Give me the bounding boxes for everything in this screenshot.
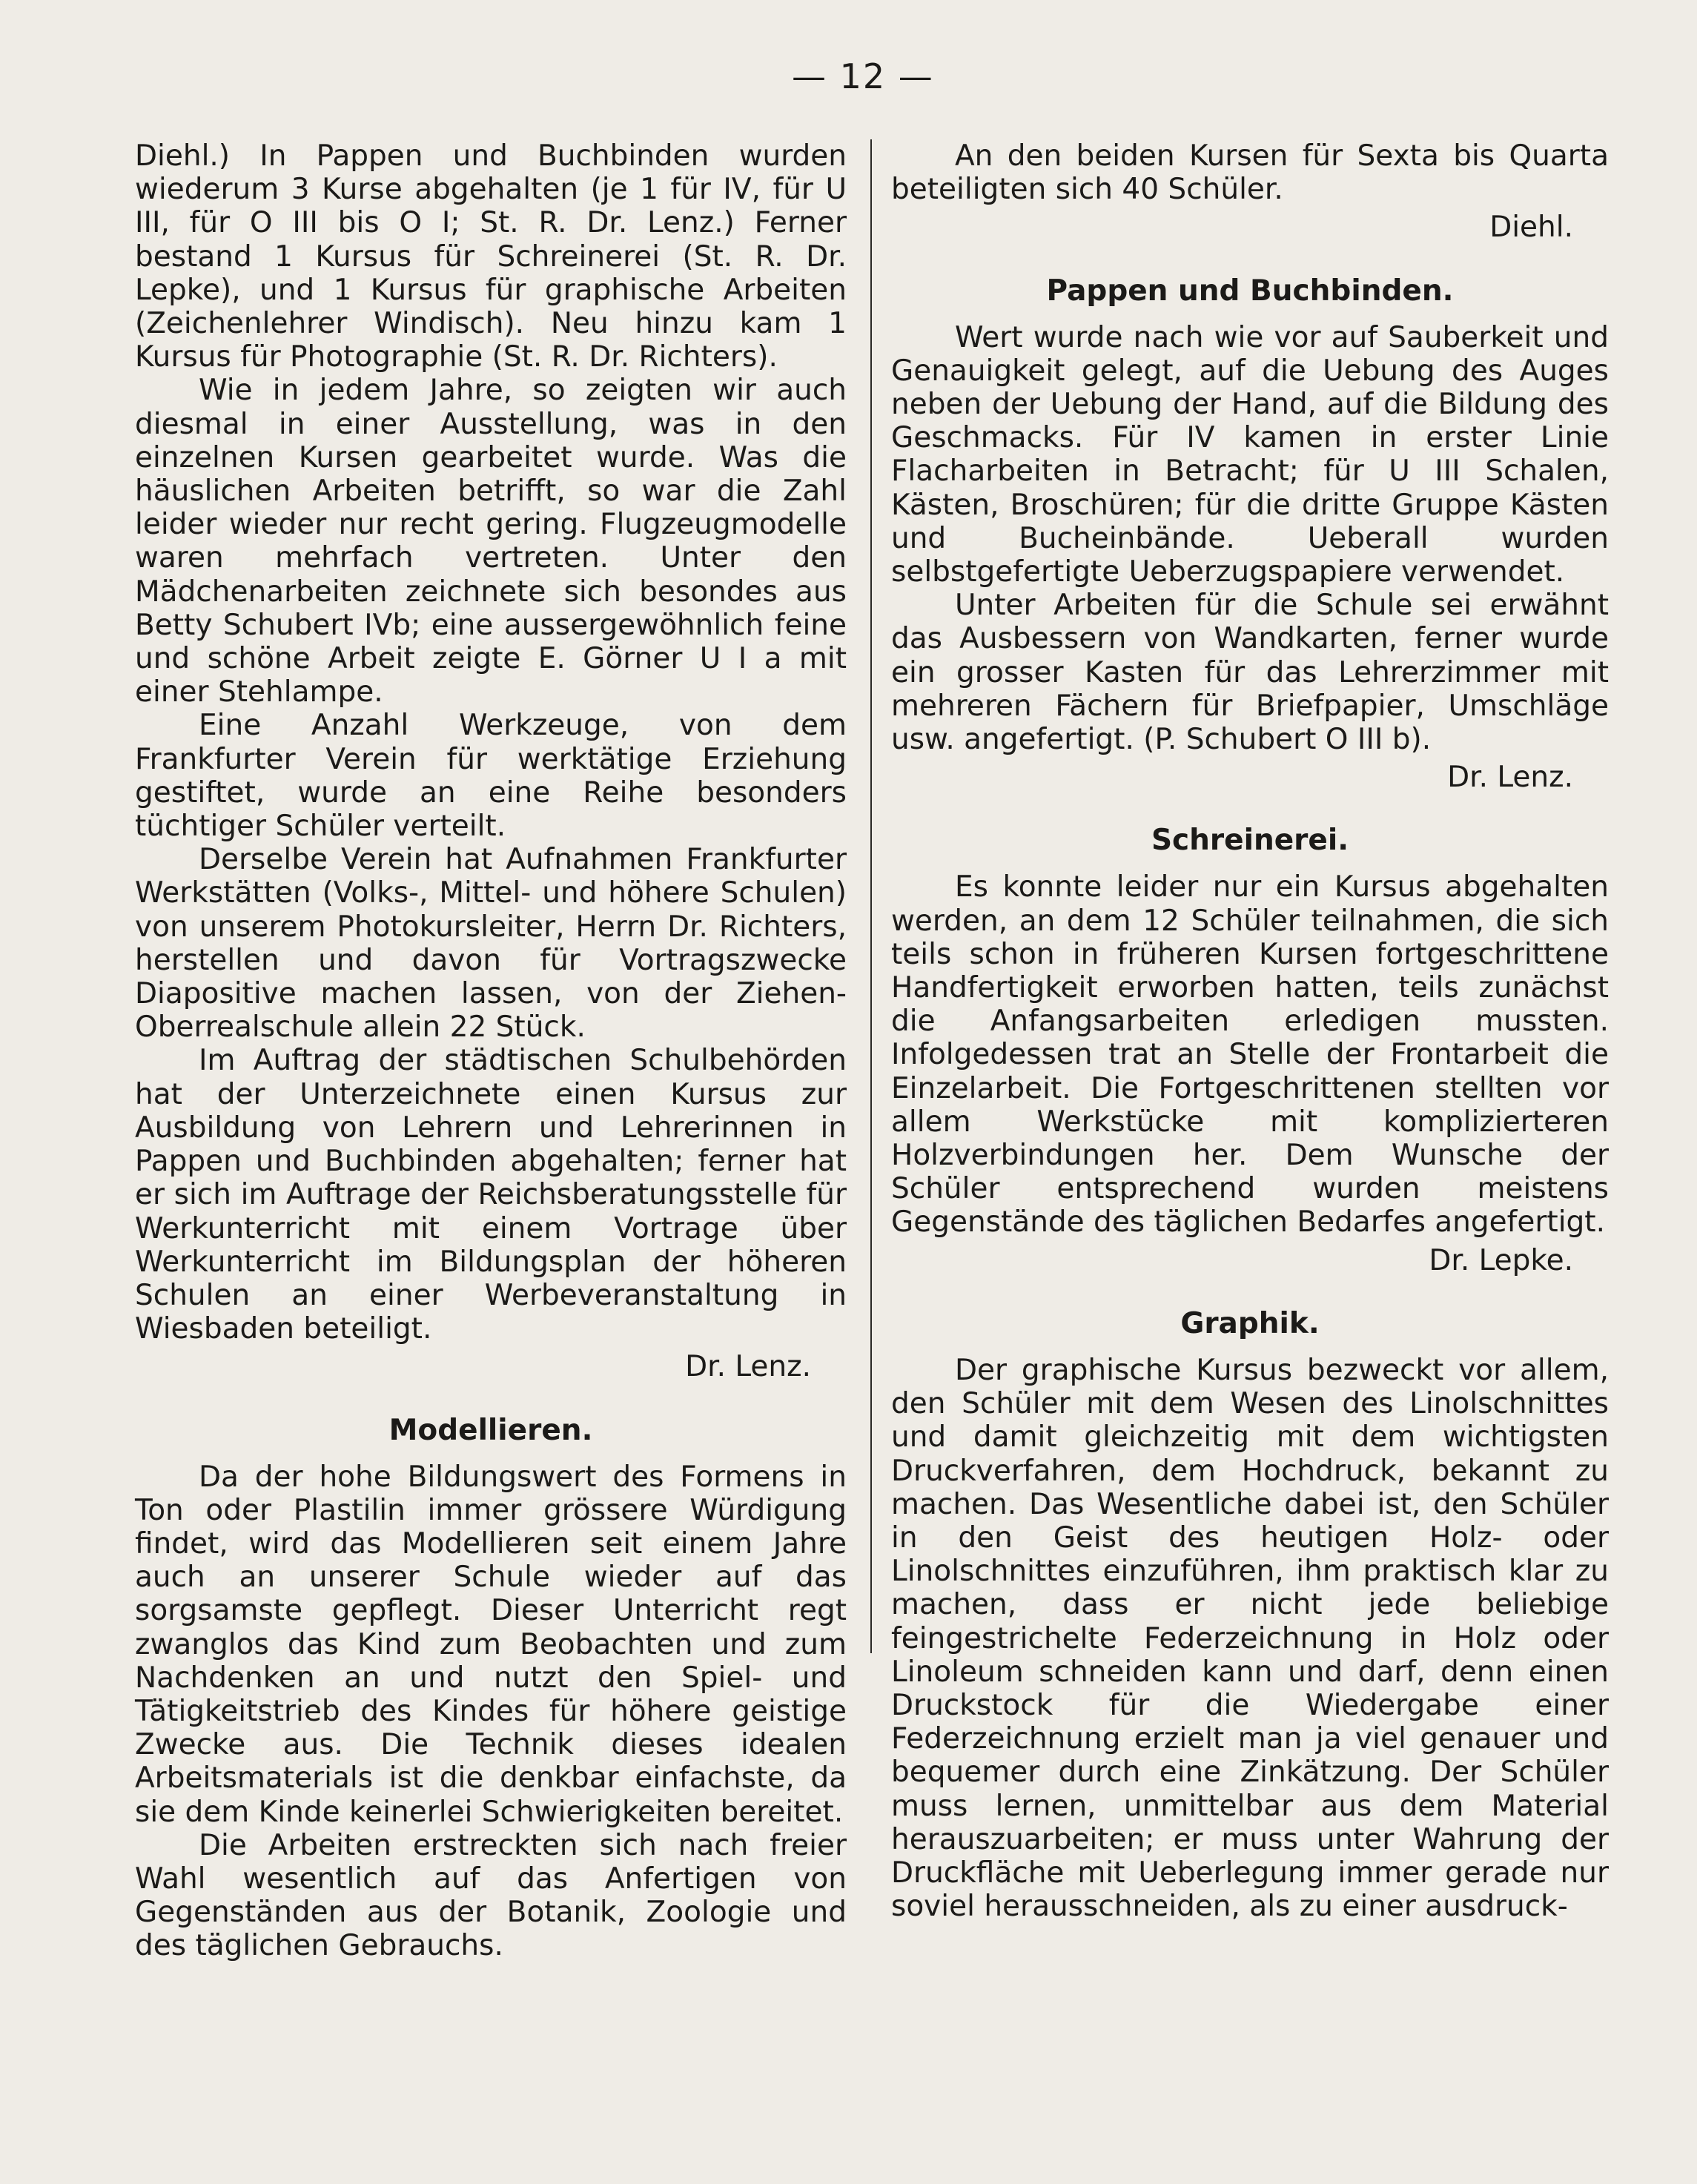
paragraph: Eine Anzahl Werkzeuge, von dem Frankfurter Verein für werktätige Erziehung gestiftet, wurde an eine Reihe besonders tüchtiger Schüler verteilt. (135, 709, 847, 844)
paragraph: Es konnte leider nur ein Kursus abgehalten werden, an dem 12 Schüler teilnahmen, die sich teils schon in früheren Kursen fortgeschrittene Handfertigkeit erworben hatten, teils zunächst die Anfangsarbeiten erledigen mussten. Infolgedessen trat an Stelle der Frontarbeit die Einzelarbeit. Die Fortgeschrittenen stellten vor allem Werkstücke mit komplizierteren Holzverbindungen her. Dem Wunsche der Schüler entsprechend wurden meistens Gegenstände des täglichen Bedarfes angefertigt. (891, 870, 1609, 1240)
paragraph: Der graphische Kursus bezweckt vor allem, den Schüler mit dem Wesen des Linolschnittes und damit gleichzeitig mit dem wichtigsten Druckverfahren, dem Hochdruck, bekannt zu machen. Das Wesentliche dabei ist, den Schüler in den Geist des heutigen Holz- oder Linolschnittes einzuführen, ihm praktisch klar zu machen, dass er nicht jede beliebige feingestrichelte Federzeichnung in Holz oder Linoleum schneiden kann und darf, denn einen Druckstock für die Wiedergabe einer Federzeichnung erzielt man ja viel genauer und bequemer durch eine Zinkätzung. Der Schüler muss lernen, unmittelbar aus dem Material herauszuarbeiten; er muss unter Wahrung der Druckfläche mit Ueberlegung immer gerade nur soviel herausschneiden, als zu einer ausdruck- (891, 1353, 1609, 1924)
section-heading-schreinerei: Schreinerei. (1151, 824, 1349, 858)
paragraph: Im Auftrag der städtischen Schulbehörden hat der Unterzeichnete einen Kursus zur Ausbildung von Lehrern und Lehrerinnen in Pappen und Buchbinden abgehalten; ferner hat er sich im Auftrage der Reichsberatungsstelle für Werkunterricht mit einem Vortrage über Werkunterricht im Bildungsplan der höheren Schulen an einer Werbeveranstaltung in Wiesbaden beteiligt. (135, 1044, 847, 1346)
paragraph: Wert wurde nach wie vor auf Sauberkeit und Genauigkeit gelegt, auf die Uebung des Auges neben der Uebung der Hand, auf die Bildung des Geschmacks. Für IV kamen in erster Linie Flacharbeiten in Betracht; für U III Schalen, Kästen, Broschüren; für die dritte Gruppe Kästen und Bucheinbände. Ueberall wurden selbstgefertigte Ueberzugspapiere verwendet. (891, 320, 1609, 589)
paragraph: Die Arbeiten erstreckten sich nach freier Wahl wesentlich auf das Anfertigen von Gegenständen aus der Botanik, Zoologie und des täglichen Gebrauchs. (135, 1828, 847, 1963)
signature: Dr. Lenz. (1447, 761, 1573, 795)
paragraph: Wie in jedem Jahre, so zeigten wir auch diesmal in einer Ausstellung, was in den einzelnen Kursen gearbeitet wurde. Was die häuslichen Arbeiten betrifft, so war die Zahl leider wieder nur recht gering. Flugzeugmodelle waren mehrfach vertreten. Unter den Mädchenarbeiten zeichnete sich besondes aus Betty Schubert IVb; eine aussergewöhnlich feine und schöne Arbeit zeigte E. Görner U I a mit einer Stehlampe. (135, 374, 847, 709)
paragraph: Da der hohe Bildungswert des Formens in Ton oder Plastilin immer grössere Würdigung findet, wird das Modellieren seit einem Jahre auch an unserer Schule wieder auf das sorgsamste gepflegt. Dieser Unterricht regt zwanglos das Kind zum Beobachten und zum Nachdenken an und nutzt den Spiel- und Tätigkeitstrieb des Kindes für höhere geistige Zwecke aus. Die Technik dieses idealen Arbeitsmaterials ist die denkbar einfachste, da sie dem Kinde keinerlei Schwierigkeiten bereitet. (135, 1460, 847, 1829)
paragraph: An den beiden Kursen für Sexta bis Quarta beteiligten sich 40 Schüler. (891, 139, 1609, 207)
paragraph: Unter Arbeiten für die Schule sei erwähnt das Ausbessern von Wandkarten, ferner wurde ein grosser Kasten für das Lehrerzimmer mit mehreren Fächern für Briefpapier, Umschläge usw. angefertigt. (P. Schubert O III b). (891, 589, 1609, 757)
paragraph: Diehl.) In Pappen und Buchbinden wurden wiederum 3 Kurse abgehalten (je 1 für IV, für U III, für O III bis O I; St. R. Dr. Lenz.) Ferner bestand 1 Kursus für Schreinerei (St. R. Dr. Lepke), und 1 Kursus für graphische Arbeiten (Zeichenlehrer Windisch). Neu hinzu kam 1 Kursus für Photographie (St. R. Dr. Richters). (135, 139, 847, 374)
page-number: — 12 — (792, 56, 934, 96)
left-column (135, 139, 847, 1963)
signature: Dr. Lepke. (1429, 1243, 1573, 1277)
section-heading-pappen: Pappen und Buchbinden. (1046, 274, 1454, 308)
paragraph: Derselbe Verein hat Aufnahmen Frankfurter Werkstätten (Volks-, Mittel- und höhere Schulen) von unserem Photokursleiter, Herrn Dr. Richters, herstellen und davon für Vortragszwecke Diapositive machen lassen, von der Ziehen-Oberrealschule allein 22 Stück. (135, 843, 847, 1045)
section-heading-graphik: Graphik. (1180, 1306, 1320, 1340)
signature: Diehl. (1489, 211, 1573, 245)
right-column (891, 139, 1609, 1923)
section-heading-modellieren: Modellieren. (388, 1413, 593, 1447)
signature: Dr. Lenz. (685, 1350, 811, 1384)
column-divider (870, 139, 872, 1653)
